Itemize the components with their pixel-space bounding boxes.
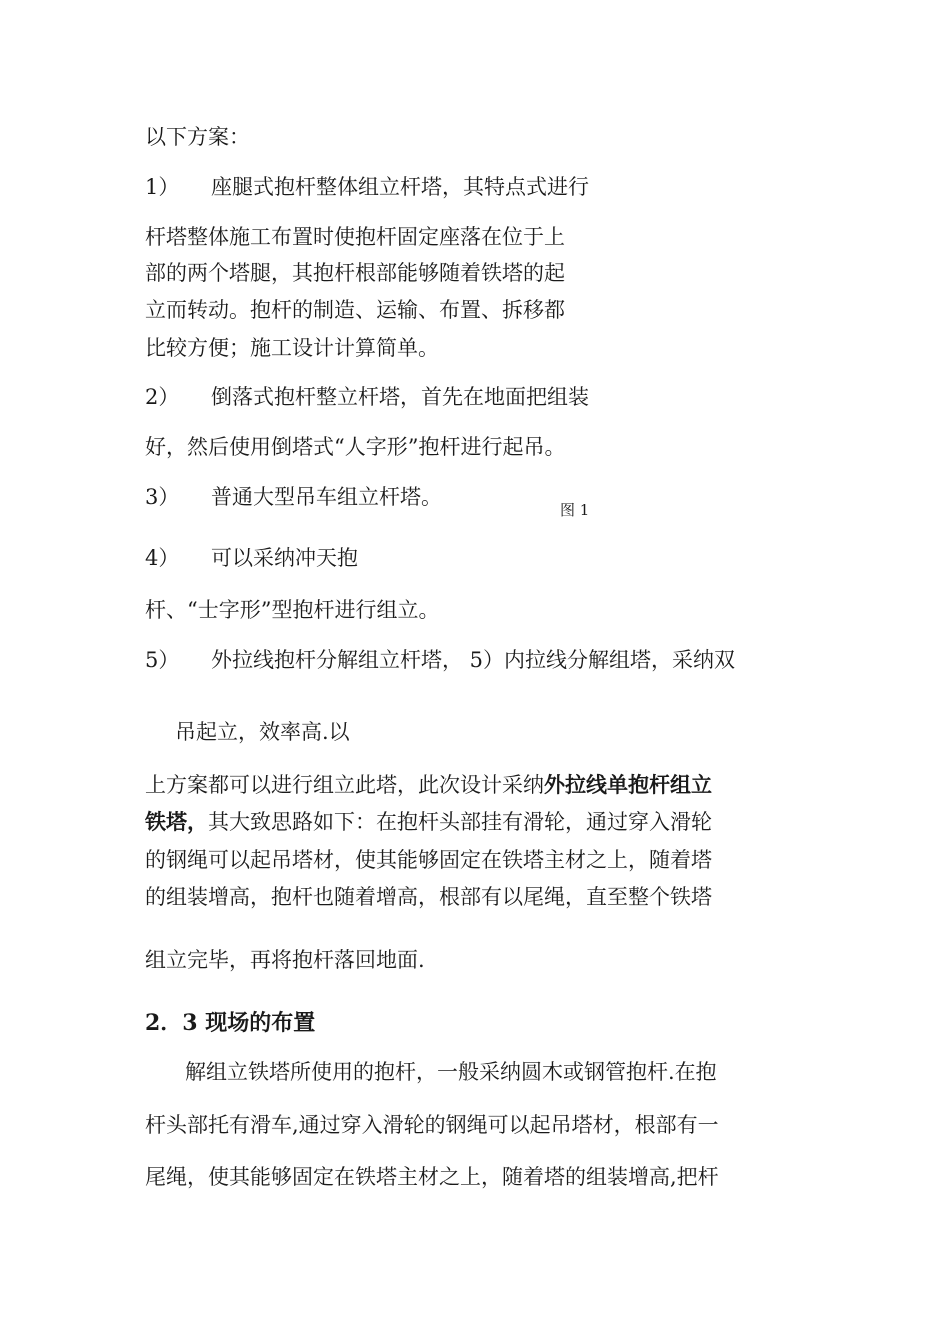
list-item-4 xyxy=(145,543,358,573)
list-text: 普通大型吊车组立杆塔。 xyxy=(211,485,442,509)
list-text: 外拉线抱杆分解组立杆塔， 5）内拉线分解组塔，采纳双 xyxy=(211,648,736,672)
list-number: 3） xyxy=(145,485,180,509)
bold-text: 铁塔， xyxy=(145,809,208,834)
body-line: 的组装增高，抱杆也随着增高，根部有以尾绳，直至整个铁塔 xyxy=(145,885,712,909)
body-line: 解组立铁塔所使用的抱杆，一般采纳圆木或钢管抱杆.在抱 xyxy=(185,1060,717,1084)
body-line xyxy=(145,807,712,837)
list-number: 2） xyxy=(145,385,180,409)
list-item-1 xyxy=(145,172,589,202)
list-number: 1） xyxy=(145,175,180,199)
body-line: 杆、“士字形”型抱杆进行组立。 xyxy=(145,598,440,622)
body-line: 杆头部托有滑车,通过穿入滑轮的钢绳可以起吊塔材，根部有一 xyxy=(145,1113,719,1137)
section-heading: 2．3 现场的布置 xyxy=(145,1010,316,1036)
figure-caption: 图 1 xyxy=(560,501,590,519)
text-run: 上方案都可以进行组立此塔，此次设计采纳 xyxy=(145,773,544,797)
body-line: 好，然后使用倒塔式“人字形”抱杆进行起吊。 xyxy=(145,435,566,459)
body-line: 尾绳，使其能够固定在铁塔主材之上，随着塔的组装增高,把杆 xyxy=(145,1165,719,1189)
list-number: 5） xyxy=(145,648,180,672)
list-text: 可以采纳冲天抱 xyxy=(211,546,358,570)
list-item-5 xyxy=(145,645,735,675)
list-text: 倒落式抱杆整立杆塔，首先在地面把组装 xyxy=(211,385,589,409)
body-line: 吊起立，效率高.以 xyxy=(175,720,350,744)
list-number: 4） xyxy=(145,546,180,570)
list-text: 座腿式抱杆整体组立杆塔，其特点式进行 xyxy=(211,175,589,199)
body-line: 组立完毕，再将抱杆落回地面. xyxy=(145,948,425,972)
list-item-2 xyxy=(145,382,589,412)
body-line: 比较方便；施工设计计算简单。 xyxy=(145,336,439,360)
text-run: 其大致思路如下：在抱杆头部挂有滑轮，通过穿入滑轮 xyxy=(208,810,712,834)
body-line xyxy=(145,770,712,800)
body-line: 部的两个塔腿，其抱杆根部能够随着铁塔的起 xyxy=(145,261,565,285)
bold-text: 外拉线单抱杆组立 xyxy=(544,772,712,797)
body-line: 立而转动。抱杆的制造、运输、布置、拆移都 xyxy=(145,298,565,322)
list-item-3 xyxy=(145,482,442,512)
body-line: 杆塔整体施工布置时使抱杆固定座落在位于上 xyxy=(145,225,565,249)
body-line: 的钢绳可以起吊塔材，使其能够固定在铁塔主材之上，随着塔 xyxy=(145,848,712,872)
intro-line: 以下方案： xyxy=(145,125,250,149)
